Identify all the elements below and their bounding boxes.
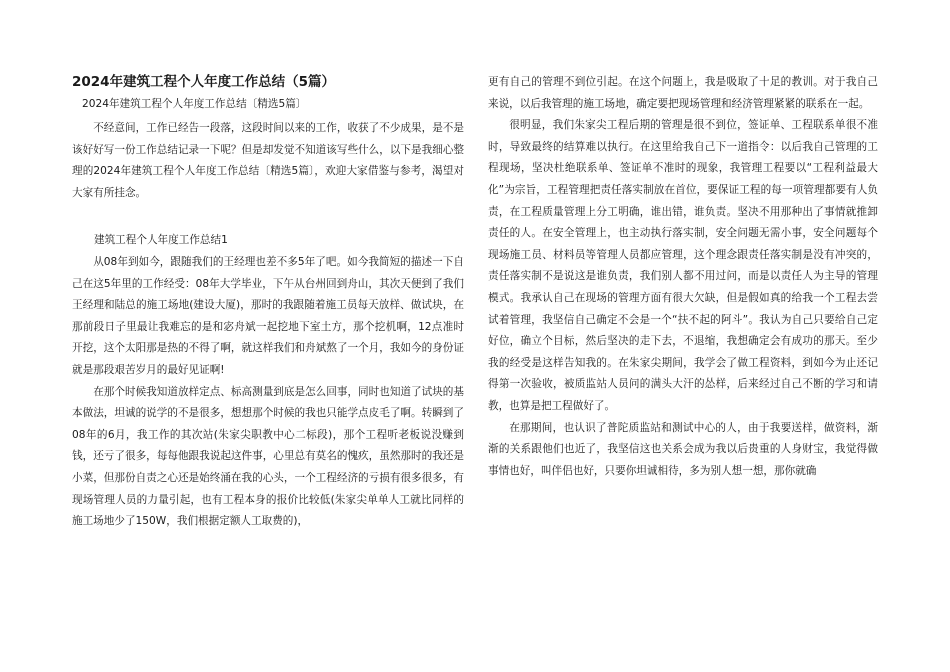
body-paragraph: 在那个时候我知道放样定点、标高测量到底是怎么回事，同时也知道了试块的基本做法，坦诚的说学的不是很多，想想那个时候的我也只能学点皮毛了啊。转瞬到了08年的6月，我工作的其次站(朱家尖职教中心二标段)，那个工程听老板说没赚到钱，还亏了很多，每每他跟我说起这件事，心里总有莫名的愧疚，虽然那时的我还是小菜，但那份自责之心还是始终涌在我的心头，一个工程经济的亏损有很多很多，有现场管理人员的力量引起，也有工程本身的报价比较低(朱家尖单单人工就比同样的施工场地少了150W，我们根据定额人工取费的)， <box>72 385 464 528</box>
intro-paragraph: 不经意间，工作已经告一段落，这段时间以来的工作，收获了不少成果，是不是该好好写一份工作总结记录一下呢？但是却发觉不知道该写些什么，以下是我细心整理的2024年建筑工程个人年度工作总结〔精选5篇〕，欢迎大家借鉴与参考，渴望对大家有所挂念。 <box>72 122 464 199</box>
body-paragraph: 很明显，我们朱家尖工程后期的管理是很不到位，签证单、工程联系单很不准时，导致最终的结算难以执行。在这里给我自己下一道指令：以后我自己管理的工程现场，坚决杜绝联系单、签证单不准时的现象，我管理工程要以“工程利益最大化”为宗旨，工程管理把责任落实制放在首位，要保证工程的每一项管理都要有人负责，在工程质量管理上分工明确，谁出错，谁负责。坚决不用那种出了事情就推卸责任的人。在安全管理上，也主动执行落实制，安全问题无需小事，安全问题每个现场施工员、材料员等管理人员都应管理，这个理念跟责任落实制是没有冲突的，责任落实制不是说这是谁负责，我们别人都不用过问，而是以责任人为主导的管理模式。我承认自己在现场的管理方面有很大欠缺，但是假如真的给我一个工程去尝试着管理，我坚信自己确定不会是一个“扶不起的阿斗”。我认为自己只要给自己定好位，确立个目标，然后坚决的走下去，不退缩，我想确定会有成功的那天。至少我的经受是这样告知我的。在朱家尖期间，我学会了做工程资料，到如今为止还记得第一次验收，被质监站人员问的满头大汗的怂样，后来经过自己不断的学习和请教，也算是把工程做好了。 <box>488 119 878 412</box>
body-paragraph: 更有自己的管理不到位引起。在这个问题上，我是吸取了十足的教训。对于我自己来说，以后我管理的施工场地，确定要把现场管理和经济管理紧紧的联系在一起。 <box>488 76 878 110</box>
left-column <box>72 72 464 533</box>
document-title: 2024年建筑工程个人年度工作总结（5篇） <box>72 74 335 90</box>
section-heading: 建筑工程个人年度工作总结1 <box>94 234 228 247</box>
document-subtitle: 2024年建筑工程个人年度工作总结〔精选5篇〕 <box>82 98 307 110</box>
body-paragraph: 在那期间，也认识了普陀质监站和测试中心的人，由于我要送样，做资料，渐渐的关系跟他们也近了，我坚信这也关系会成为我以后贵重的人身财宝，我觉得做事情也好，叫伴侣也好，只要你坦诚相待，多为别人想一想，那你就确 <box>488 421 878 477</box>
body-paragraph: 从08年到如今，跟随我们的王经理也差不多5年了吧。如今我简短的描述一下自己在这5年里的工作经受：08年大学毕业，下午从台州回到舟山，其次天便到了我们王经理和陆总的施工场地(建设大厦)，那时的我跟随着施工员每天放样、做试块，在那前段日子里最让我难忘的是和宓舟斌一起挖地下室土方，那个挖机啊，12点准时开挖，这个太阳那是热的不得了啊，就这样我们和舟斌熬了一个月，我如今的身份证就是那段艰苦岁月的最好见证啊! <box>72 255 464 376</box>
right-column <box>488 72 878 482</box>
